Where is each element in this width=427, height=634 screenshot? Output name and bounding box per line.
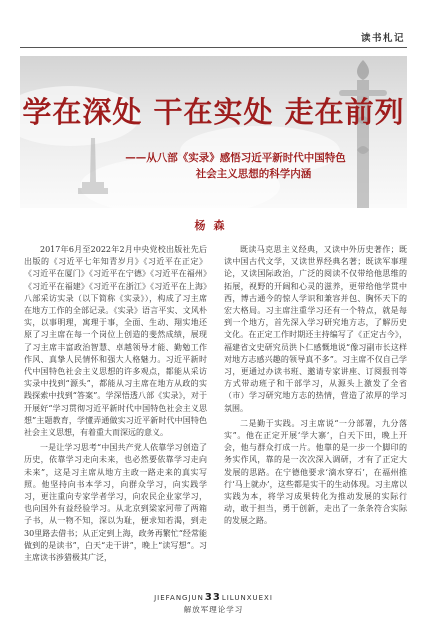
right-text-column xyxy=(224,244,407,589)
left-text-column xyxy=(24,244,207,589)
paragraph: 一是让学习思考“中国共产党人依靠学习创造了历史，依靠学习走向未来，也必然要依靠学习走向未来”，这是习主席从地方主政一路走来的真实写照。他坚持向书本学习，向群众学习，向实践学习，更注重向专家学者学习，向农民企业家学习，也向国外有益经验学习。从北京到梁家河带了两箱子书，从一物不知，深以为耻，便求知若渴，到走30里路去借书；从正定到上海，政务再繁忙“经常能做到的是读书”，白天“走干讲”，晚上“读写想”。习主席读书涉猎极其广泛， xyxy=(24,443,207,563)
paragraph: 2017年6月至2022年2月中央党校出版社先后出版的《习近平七年知青岁月》《习近平在正定》《习近平在厦门》《习近平在宁德》《习近平在福州》《习近平在福建》《习近平在浙江》《习近平在上海》八部采访实录（以下简称《实录》），构成了习主席在地方工作的全部记录。《实录》语言平实、文风朴实，以事明理，寓理于事，全面、生动、翔实地还原了习主席在每一个岗位上创造的斐然成绩，展现了习主席丰富政治智慧、卓越领导才能、勤勉工作作风、真挚人民情怀和强大人格魅力。习近平新时代中国特色社会主义思想的许多观点，都能从采访实录中找到“源头”，都能从习主席在地方从政的实践探索中找到“答案”。学深悟透八部《实录》，对于开展好“学习贯彻习近平新时代中国特色社会主义思想”主题教育，学懂弄通做实习近平新时代中国特色社会主义思想，有着重大而深远的意义。 xyxy=(24,245,207,438)
article-subtitle-line-1: ——从八部《实录》感悟习近平新时代中国特色 xyxy=(125,152,346,164)
page-footer xyxy=(0,592,427,615)
publication-name: 解放军理论学习 xyxy=(183,605,244,614)
top-rule xyxy=(20,47,407,48)
paragraph: 既读马克思主义经典，又读中外历史著作；既读中国古代文学，又读世界经典名著；既读军事理论，又读国际政治，广泛的阅读不仅带给他思维的拓展，视野的开阔和心灵的滋养，更带给他学贯中西，博古通今的惊人学识和兼容并包、胸怀天下的宏大格局。习主席注重学习还有一个特点，就是每到一个地方，首先深入学习研究地方志，了解历史文化。在正定工作时期还主持编写了《正定古今》，福建省文史研究员洪卜仁感慨地说“像习副市长这样对地方志感兴趣的领导真不多”。习主席不仅自己学习，更通过办读书班、邀请专家讲座、订阅报刊等方式带动班子和干部学习，从源头上激发了全省（市）学习研究地方志的热情，营造了浓厚的学习氛围。 xyxy=(224,245,407,413)
article-subtitle-line-2: 社会主义思想的科学内涵 xyxy=(195,168,312,180)
paragraph: 二是勤于实践。习主席说“一分部署，九分落实”。他在正定开展‘学大寨’，白天下田，晚上开会，他与群众打成一片。他靠的是一步一个脚印的务实作风，靠的是一次次深入调研，才有了正定大发展的思路。在宁德他要求‘滴水穿石’，在福州推行‘马上就办’，这些都是实干的生动体现。习主席以实践为本，将学习成果转化为推动发展的实际行动，敢于担当，勇于创新，走出了一条条符合实际的发展之路。 xyxy=(224,418,407,526)
footer-left-code: JIEFANGJUN xyxy=(154,594,204,602)
header-banner xyxy=(20,56,407,208)
section-tag: 读书札记 xyxy=(360,33,405,44)
article-title: 学在深处 干在实处 走在前列 xyxy=(22,95,405,129)
huabiao-pillar-icon xyxy=(333,60,393,208)
footer-right-code: LILUNXUEXI xyxy=(221,594,273,602)
author-name: 杨森 xyxy=(194,219,233,232)
page-number: 33 xyxy=(204,592,221,603)
